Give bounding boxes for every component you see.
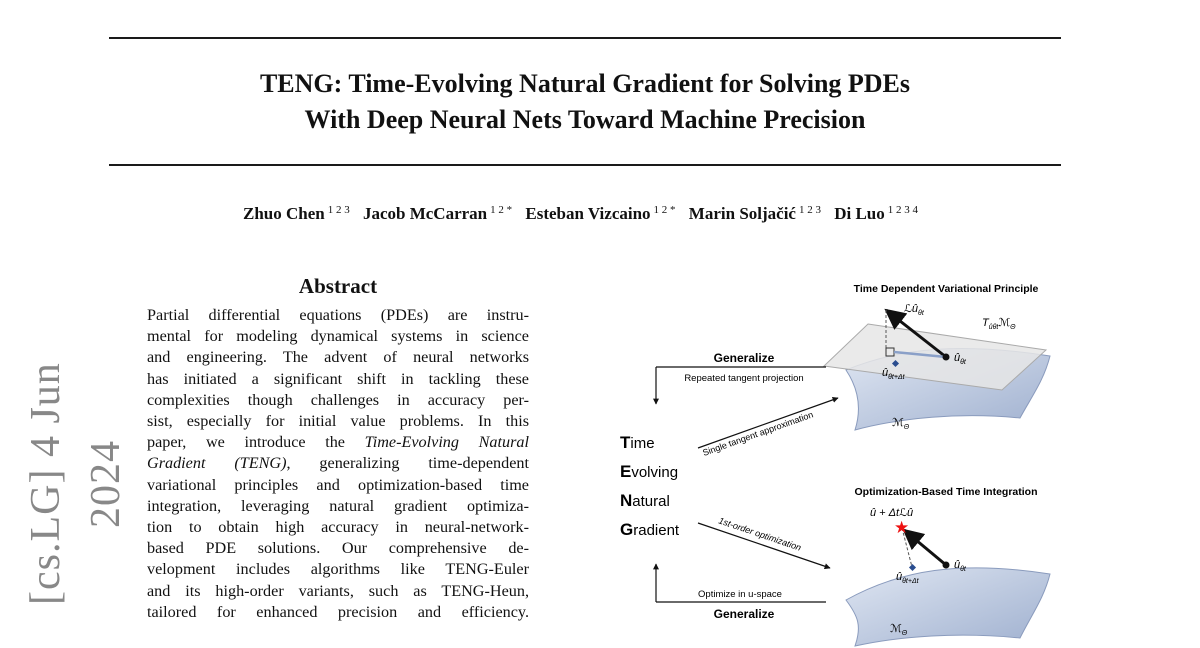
teng-word: Evolving	[620, 462, 679, 481]
abstract-line: and engineering. The advent of neural networks	[147, 348, 529, 367]
abstract-line: integration, leveraging natural gradient optimiza-	[147, 496, 529, 515]
tdvp-title: Time Dependent Variational Principle	[853, 283, 1039, 295]
repeated-tangent-label: Repeated tangent projection	[684, 373, 804, 384]
title-line-1: TENG: Time-Evolving Natural Gradient for Solving PDEs	[259, 69, 911, 98]
target-star-icon: ★	[894, 518, 910, 537]
generalize-top-label: Generalize	[713, 351, 775, 365]
abstract-line: based PDE solutions. Our comprehensive de-	[147, 539, 529, 558]
abstract-heading: Abstract	[298, 274, 378, 298]
abstract-line: Partial differential equations (PDEs) are instru-	[147, 306, 529, 324]
abstract-line: tion to obtain high accuracy in neural-network-	[147, 518, 529, 537]
single-tangent-label: Single tangent approximation	[701, 409, 815, 458]
teng-word: Gradient	[620, 520, 680, 539]
abstract-line: has initiated a significant shift in tackling these	[147, 369, 529, 388]
author-name: Marin Soljačić	[688, 204, 796, 223]
abstract-line: complexities though challenges in accuracy per-	[147, 390, 529, 409]
next-point-bottom	[909, 564, 916, 571]
teng-word: Time	[620, 433, 655, 452]
title-bottom-rule	[109, 164, 1061, 166]
obti-title: Optimization-Based Time Integration	[854, 486, 1038, 498]
teng-overview-figure	[600, 270, 1070, 648]
author-name: Jacob McCarran	[362, 204, 488, 223]
abstract-line: tailored for enhanced precision and efficiency.	[147, 602, 529, 621]
paper-title	[109, 66, 1061, 138]
author-affiliation: 1 2 3	[327, 204, 350, 216]
teng-acronym	[620, 433, 680, 539]
title-line-2: With Deep Neural Nets Toward Machine Precision	[304, 105, 866, 134]
abstract-line: and its high-order variants, such as TENG-Heun,	[147, 581, 529, 600]
abstract-line: sist, especially for initial value problems. In this	[147, 412, 529, 431]
u-theta-t-label-bottom: $û_{\theta t}$	[954, 559, 966, 573]
first-order-label: 1st-order optimization	[717, 515, 803, 553]
manifold-label-bottom: ℳ$_\Theta$	[890, 623, 908, 637]
u-theta-t-label: $û_{\theta t}$	[954, 352, 966, 366]
abstract-line: paper, we introduce the Time-Evolving Natural	[147, 433, 529, 452]
author-name: Zhuo Chen	[242, 204, 325, 223]
abstract-line: variational principles and optimization-based time	[147, 475, 529, 494]
arxiv-stamp: [cs.LG] 4 Jun 2024	[23, 362, 129, 606]
abstract-line: mental for modeling dynamical systems in science	[147, 327, 529, 346]
tangent-space-label: $T_{û\theta t}ℳ_\Theta$	[982, 317, 1016, 331]
update-label: û + Δtℒû	[870, 507, 914, 519]
optimize-u-label: Optimize in u-space	[698, 589, 782, 600]
lu-label: ℒû$_{\theta t}$	[904, 303, 924, 317]
author-affiliation: 1 2 3 4	[887, 204, 919, 216]
u-theta-next-label-bottom: $û_{\theta t+\Delta t}$	[896, 571, 919, 585]
top-rule	[109, 37, 1061, 39]
abstract-body	[147, 305, 529, 623]
manifold-label-top: ℳ$_\Theta$	[892, 417, 910, 431]
current-point	[943, 354, 950, 361]
u-theta-next-label: $û_{\theta t+\Delta t}$	[882, 367, 905, 381]
author-name: Di Luo	[834, 204, 885, 223]
generalize-bottom-label: Generalize	[713, 607, 775, 621]
author-affiliation: 1 2 *	[490, 204, 513, 216]
current-point-bottom	[943, 562, 950, 569]
abstract-line: velopment includes algorithms like TENG-Euler	[147, 560, 529, 579]
single-tangent-arrow	[698, 398, 838, 448]
abstract-line: Gradient (TENG), generalizing time-dependent	[147, 454, 529, 473]
author-affiliation: 1 2 3	[798, 204, 821, 216]
author-affiliation: 1 2 *	[653, 204, 676, 216]
teng-word: Natural	[620, 491, 670, 510]
author-list	[109, 204, 1061, 224]
manifold-surface-bottom	[846, 568, 1050, 646]
author-name: Esteban Vizcaino	[525, 204, 651, 223]
